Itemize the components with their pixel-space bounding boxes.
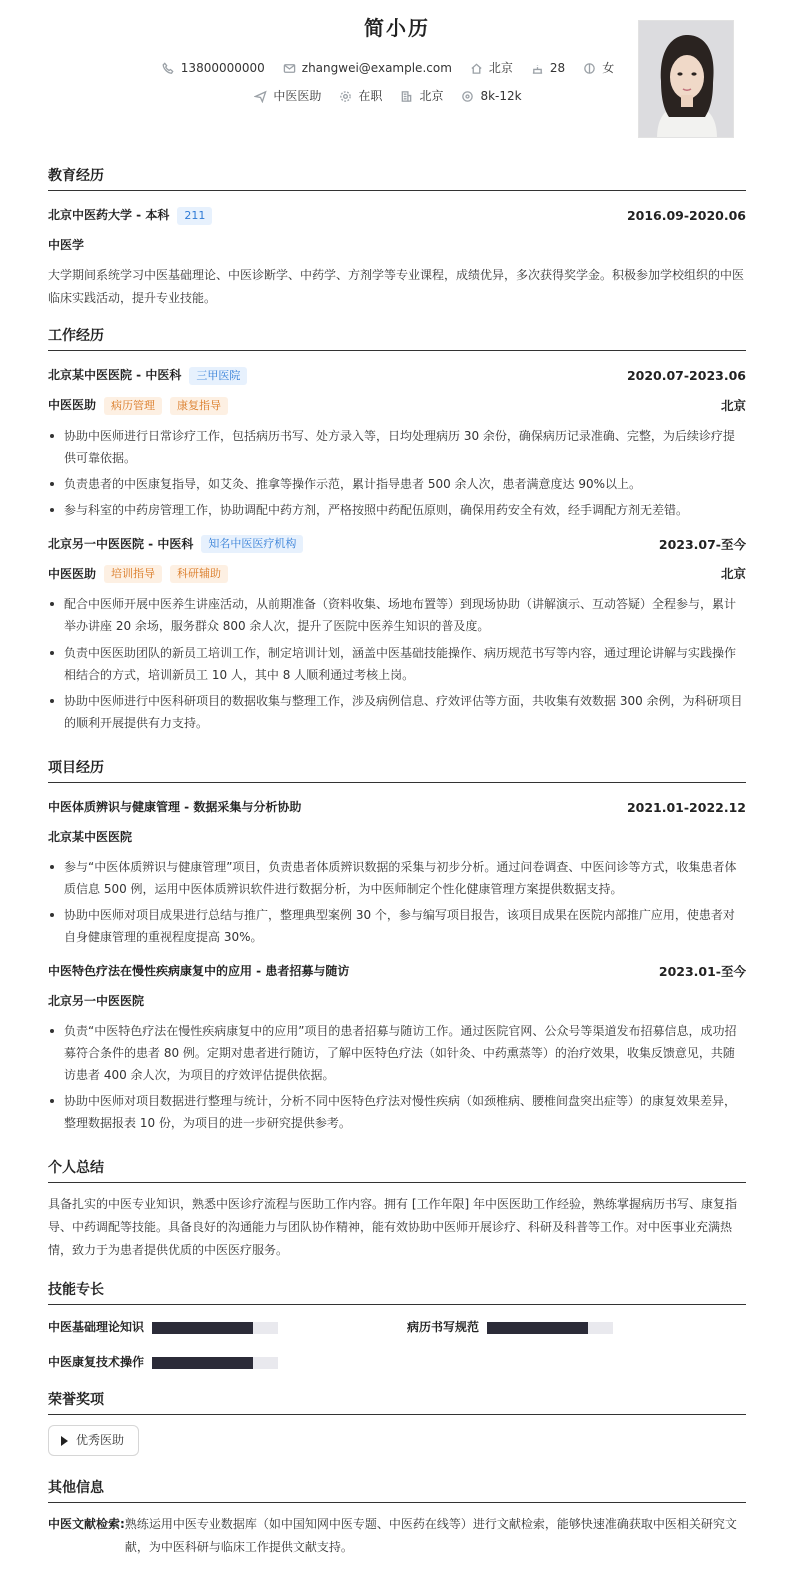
work-entry [48, 365, 746, 522]
mail-icon [283, 62, 296, 75]
skill-bar [152, 1357, 278, 1369]
gender-icon [583, 62, 596, 75]
project-date: 2021.01-2022.12 [626, 800, 746, 815]
target-city-text: 北京 [419, 89, 444, 103]
company-line [48, 365, 247, 386]
work-section [48, 326, 746, 738]
skill-tag: 病历管理 [104, 397, 162, 415]
candidate-name: 简小历 [364, 16, 430, 40]
project-name: 中医特色疗法在慢性疾病康复中的应用 - 患者招募与随访 [48, 964, 350, 979]
summary-text: 具备扎实的中医专业知识，熟悉中医诊疗流程与医助工作内容。拥有 [工作年限] 年中医医助工作经验，熟练掌握病历书写、康复指导、中药调配等技能。具备良好的沟通能力与团队协作精神，能有效协助中医师开展诊疗、科研及科普等工作。对中医事业充满热情，致力于为患者提供优质的中医医疗服务。 [48, 1197, 737, 1257]
award-label: 优秀医助 [76, 1433, 125, 1447]
education-title: 教育经历 [48, 166, 746, 191]
honors-title: 荣誉奖项 [48, 1390, 746, 1415]
project-header [48, 961, 746, 983]
position-line [48, 395, 228, 416]
job-intent-row [128, 86, 648, 107]
position-name: 中医医助 [48, 398, 97, 413]
education-section [48, 166, 746, 309]
skill-item [407, 1317, 746, 1338]
company-tag: 三甲医院 [189, 367, 247, 385]
other-title: 其他信息 [48, 1478, 746, 1503]
work-bullets [48, 425, 746, 522]
other-section [48, 1478, 746, 1559]
position-name: 中医医助 [48, 566, 97, 581]
project-entry [48, 961, 746, 1135]
project-bullets [48, 1020, 746, 1135]
list-item: 负责患者的中医康复指导，如艾灸、推拿等操作示范，累计指导患者 500 余人次，患者满意度达 90%以上。 [48, 473, 746, 495]
other-label: 中医文献检索: [48, 1517, 125, 1531]
salary-item [461, 86, 521, 107]
company-tag: 知名中医医疗机构 [201, 535, 303, 553]
project-org: 北京另一中医医院 [48, 993, 145, 1008]
skill-bar-fill [152, 1322, 253, 1334]
list-item: 负责中医医助团队的新员工培训工作，制定培训计划，涵盖中医基础技能操作、病历规范书写等内容，通过理论讲解与实践操作相结合的方式，培训新员工 10 人，其中 8 人顺利通过考核上岗。 [48, 642, 746, 686]
city-item [470, 58, 513, 79]
home-icon [470, 62, 483, 75]
work-date: 2023.07-至今 [658, 536, 746, 552]
work-entry-header [48, 534, 746, 556]
gear-icon [339, 90, 352, 103]
send-icon [254, 90, 267, 103]
play-icon [61, 1436, 68, 1446]
other-row [48, 1513, 746, 1559]
work-entry [48, 534, 746, 735]
skill-item [48, 1317, 387, 1338]
project-date: 2023.01-至今 [658, 963, 746, 979]
status-text: 在职 [358, 89, 383, 103]
skill-tag: 科研辅助 [170, 565, 228, 583]
school-name: 北京中医药大学 - 本科 [48, 208, 170, 223]
cake-icon [531, 62, 544, 75]
position-line [48, 564, 228, 585]
phone-text: 13800000000 [180, 61, 265, 75]
school-tag: 211 [177, 207, 212, 225]
project-name: 中医体质辨识与健康管理 - 数据采集与分析协助 [48, 800, 302, 815]
company-line [48, 534, 303, 555]
phone-item [162, 58, 265, 79]
list-item: 参与科室的中药房管理工作，协助调配中药方剂，严格按照中药配伍原则，确保用药安全有效，经手调配方剂无差错。 [48, 499, 746, 521]
honors-section [48, 1390, 746, 1456]
work-bullets [48, 593, 746, 734]
age-item [531, 58, 565, 79]
summary-section [48, 1158, 746, 1261]
list-item: 负责“中医特色疗法在慢性疾病康复中的应用”项目的患者招募与随访工作。通过医院官网、公众号等渠道发布招募信息，成功招募符合条件的患者 80 例。定期对患者进行随访，了解中医特色疗法（如针灸、中药熏蒸等）的治疗效果，收集反馈意见，共随访患者 400 余人次，为项目的疗效评估提供依据。 [48, 1020, 746, 1087]
skill-name: 病历书写规范 [407, 1320, 480, 1334]
school-line [48, 205, 212, 226]
work-date: 2020.07-2023.06 [626, 368, 746, 383]
honors-list [48, 1425, 746, 1456]
coin-icon [461, 90, 474, 103]
resume-header [48, 0, 746, 150]
list-item: 参与“中医体质辨识与健康管理”项目，负责患者体质辨识数据的采集与初步分析。通过问卷调查、中医问诊等方式，收集患者体质信息 500 例，运用中医体质辨识软件进行数据分析，为中医师制定个性化健康管理方案提供数据支持。 [48, 856, 746, 900]
education-desc: 大学期间系统学习中医基础理论、中医诊断学、中药学、方剂学等专业课程，成绩优异，多次获得奖学金。积极参加学校组织的中医临床实践活动，提升专业技能。 [48, 267, 745, 305]
work-title: 工作经历 [48, 326, 746, 351]
skills-grid [48, 1317, 746, 1373]
age-text: 28 [549, 61, 566, 75]
position-row [48, 395, 746, 417]
job-target-item [254, 86, 321, 107]
project-entry [48, 797, 746, 949]
company-name: 北京另一中医医院 - 中医科 [48, 536, 194, 551]
list-item: 协助中医师对项目成果进行总结与推广，整理典型案例 30 个，参与编写项目报告，该项目成果在医院内部推广应用，使患者对自身健康管理的重视程度提高 30%。 [48, 904, 746, 948]
skill-item [48, 1352, 387, 1373]
job-target-text: 中医医助 [273, 89, 322, 103]
skill-tag: 康复指导 [170, 397, 228, 415]
skills-section [48, 1280, 746, 1373]
gender-item [583, 58, 614, 79]
project-org: 北京某中医医院 [48, 829, 133, 844]
phone-icon [162, 62, 175, 75]
award-button[interactable] [48, 1425, 139, 1456]
projects-section [48, 758, 746, 1138]
project-bullets [48, 856, 746, 949]
skill-bar [152, 1322, 278, 1334]
other-text: 熟练运用中医专业数据库（如中国知网中医专题、中医药在线等）进行文献检索，能够快速准确获取中医相关研究文献，为中医科研与临床工作提供文献支持。 [124, 1517, 737, 1554]
projects-title: 项目经历 [48, 758, 746, 783]
list-item: 配合中医师开展中医养生讲座活动，从前期准备（资料收集、场地布置等）到现场协助（讲解演示、互动答疑）全程参与，累计举办讲座 20 余场，服务群众 800 余人次，提升了医院中医养生知识的普及度。 [48, 593, 746, 637]
skill-name: 中医基础理论知识 [48, 1320, 145, 1334]
portrait-illustration [639, 21, 734, 138]
education-header [48, 205, 746, 227]
building-icon [400, 90, 413, 103]
target-city-item [400, 86, 443, 107]
city-text: 北京 [488, 61, 513, 75]
position-row [48, 563, 746, 585]
gender-text: 女 [602, 61, 615, 75]
profile-photo [638, 20, 734, 138]
status-item [339, 86, 382, 107]
contact-row [128, 58, 648, 79]
list-item: 协助中医师进行日常诊疗工作，包括病历书写、处方录入等，日均处理病历 30 余份，确保病历记录准确、完整，为后续诊疗提供可靠依据。 [48, 425, 746, 469]
work-location: 北京 [720, 566, 746, 582]
project-header [48, 797, 746, 819]
email-item [283, 58, 452, 79]
work-location: 北京 [720, 397, 746, 413]
work-entry-header [48, 365, 746, 387]
skill-bar [487, 1322, 613, 1334]
email-text: zhangwei@example.com [301, 61, 452, 75]
skill-name: 中医康复技术操作 [48, 1355, 145, 1369]
list-item: 协助中医师进行中医科研项目的数据收集与整理工作，涉及病例信息、疗效评估等方面，共收集有效数据 300 余例，为科研项目的顺利开展提供有力支持。 [48, 690, 746, 734]
summary-title: 个人总结 [48, 1158, 746, 1183]
skill-bar-fill [487, 1322, 588, 1334]
company-name: 北京某中医医院 - 中医科 [48, 368, 182, 383]
skills-title: 技能专长 [48, 1280, 746, 1305]
list-item: 协助中医师对项目数据进行整理与统计，分析不同中医特色疗法对慢性疾病（如颈椎病、腰椎间盘突出症等）的康复效果差异，整理数据报表 10 份，为项目的进一步研究提供参考。 [48, 1090, 746, 1134]
education-date: 2016.09-2020.06 [626, 208, 746, 223]
skill-bar-fill [152, 1357, 253, 1369]
major: 中医学 [48, 237, 85, 252]
salary-text: 8k-12k [480, 89, 522, 103]
skill-tag: 培训指导 [104, 565, 162, 583]
